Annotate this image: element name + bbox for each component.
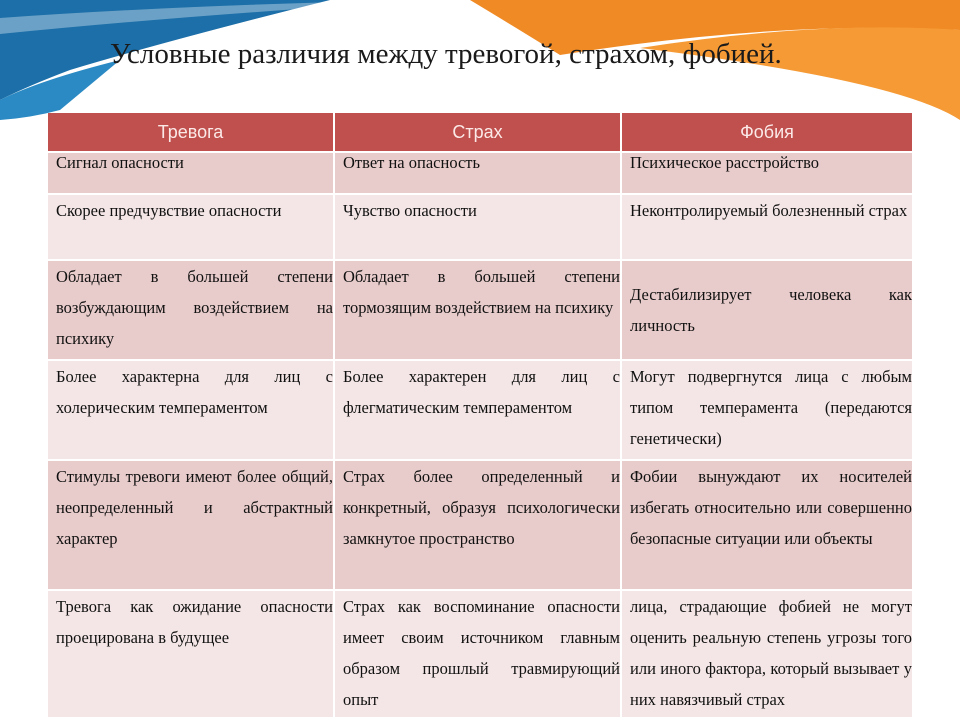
table-cell: Обладает в большей степени тормозящим воздействием на психику [335,261,622,361]
column-header-anxiety: Тревога [48,113,335,153]
column-header-phobia: Фобия [622,113,912,153]
table-cell: Чувство опасности [335,195,622,261]
table-cell: Страх как воспоминание опасности имеет своим источником главным образом прошлый травмирующий опыт [335,591,622,719]
table-cell: Более характерна для лиц с холерическим темпераментом [48,361,335,461]
table-cell: Фобии вынуждают их носителей избегать относительно или совершенно безопасные ситуации или объекты [622,461,912,591]
comparison-table [48,113,912,719]
column-header-fear: Страх [335,113,622,153]
table-cell: Обладает в большей степени возбуждающим воздействием на психику [48,261,335,361]
table-cell: Тревога как ожидание опасности проецирована в будущее [48,591,335,719]
table-cell: Могут подвергнутся лица с любым типом темперамента (передаются генетически) [622,361,912,461]
table-header-row [48,113,912,153]
page-title: Условные различия между тревогой, страхом, фобией. [110,38,782,70]
table-row [48,361,912,461]
table-cell: Дестабилизирует человека как личность [622,261,912,361]
table-cell: Психическое расстройство [622,153,912,195]
table-row [48,153,912,195]
table-row [48,261,912,361]
table-cell: Скорее предчувствие опасности [48,195,335,261]
table-cell: Сигнал опасности [48,153,335,195]
table-cell: Ответ на опасность [335,153,622,195]
table-cell: Стимулы тревоги имеют более общий, неопределенный и абстрактный характер [48,461,335,591]
table-cell: Более характерен для лиц с флегматическим темпераментом [335,361,622,461]
table-cell: Неконтролируемый болезненный страх [622,195,912,261]
table-cell: Страх более определенный и конкретный, образуя психологически замкнутое пространство [335,461,622,591]
table-row [48,195,912,261]
table-row [48,591,912,719]
table-cell: лица, страдающие фобией не могут оценить реальную степень угрозы того или иного фактора, который вызывает у них навязчивый страх [622,591,912,719]
table-row [48,461,912,591]
